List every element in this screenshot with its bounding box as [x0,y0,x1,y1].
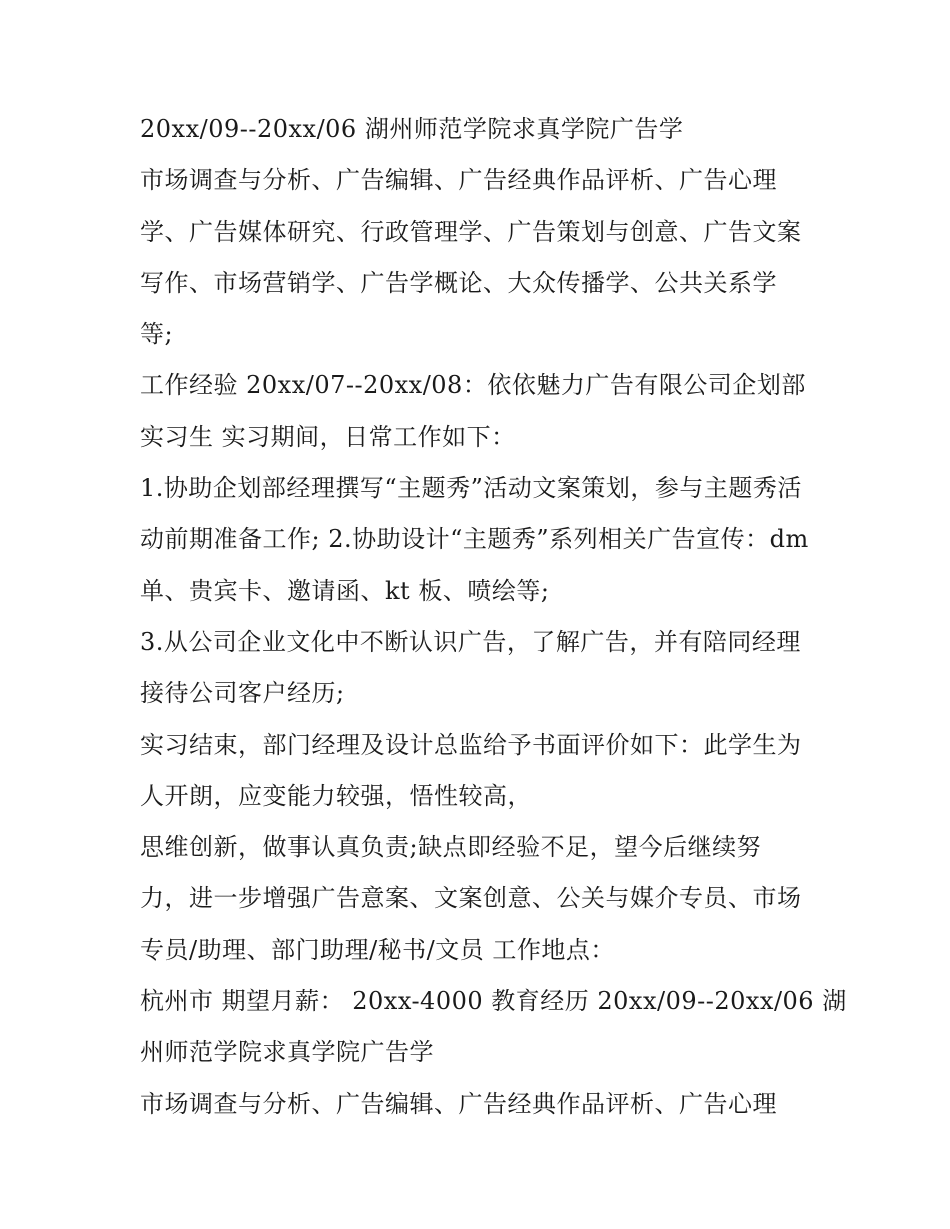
text-line: 实习生 实习期间，日常工作如下： [140,422,516,451]
text-line: 1.协助企划部经理撰写“主题秀”活动文案策划，参与主题秀活 [140,474,802,503]
text-line: 20xx/09--20xx/06 湖州师范学院求真学院广告学 [140,115,684,143]
text-line: 专员/助理、部门助理/秘书/文员 工作地点： [140,935,615,964]
text-line: 单、贵宾卡、邀请函、kt 板、喷绘等; [140,576,550,605]
text-line: 3.从公司企业文化中不断认识广告，了解广告，并有陪同经理 [140,627,801,656]
text-line: 实习结束，部门经理及设计总监给予书面评价如下：此学生为 [140,730,802,759]
text-line: 工作经验 20xx/07--20xx/08：依依魅力广告有限公司企划部 [140,371,806,400]
text-line: 等; [140,320,174,349]
text-line: 州师范学院求真学院广告学 [140,1038,434,1067]
text-line: 市场调查与分析、广告编辑、广告经典作品评析、广告心理 [140,166,777,195]
text-line: 接待公司客户经历; [140,679,345,708]
document-body [140,104,847,1130]
text-line: 动前期准备工作; 2.协助设计“主题秀”系列相关广告宣传：dm [140,525,809,554]
text-line: 写作、市场营销学、广告学概论、大众传播学、公共关系学 [140,268,777,297]
text-line: 市场调查与分析、广告编辑、广告经典作品评析、广告心理 [140,1089,777,1118]
text-line: 杭州市 期望月薪： 20xx-4000 教育经历 20xx/09--20xx/06 湖 [140,987,847,1016]
text-line: 人开朗，应变能力较强，悟性较高， [140,781,532,810]
text-line: 力，进一步增强广告意案、文案创意、公关与媒介专员、市场 [140,884,802,913]
text-line: 学、广告媒体研究、行政管理学、广告策划与创意、广告文案 [140,217,802,246]
text-line: 思维创新，做事认真负责;缺点即经验不足，望今后继续努 [140,833,762,862]
